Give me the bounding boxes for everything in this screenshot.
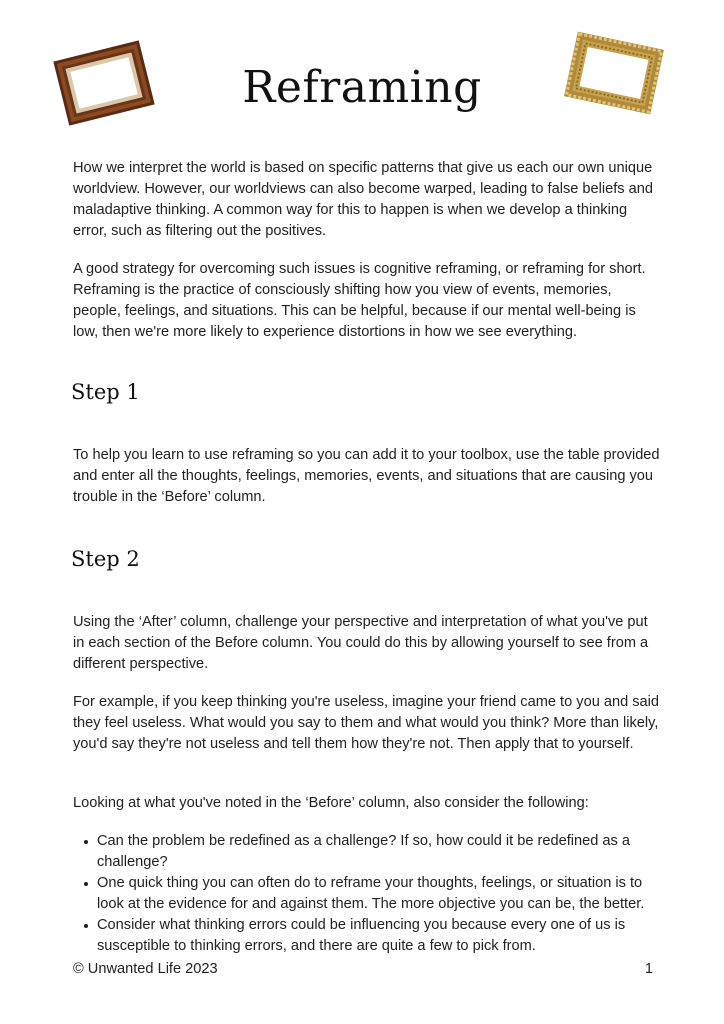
list-item	[73, 831, 663, 873]
step-2-heading: Step 2	[71, 547, 140, 571]
page-title: Reframing	[242, 62, 482, 113]
list-item-text: One quick thing you can often do to reframe your thoughts, feelings, or situation is to look at the evidence for and against them. The more objective you can be, the better.	[97, 875, 645, 912]
step-2-paragraph-2: For example, if you keep thinking you're useless, imagine your friend came to you and said they feel useless. What would you say to them and what would you think? More than likely, you'd say they're not useless and tell them how they're not. Then apply that to yourself.	[73, 694, 660, 752]
bullet-icon	[84, 840, 88, 844]
list-item-text: Can the problem be redefined as a challenge? If so, how could it be redefined as a challenge?	[97, 833, 631, 870]
step-1-text: To help you learn to use reframing so you can add it to your toolbox, use the table provided and enter all the thoughts, feelings, memories, events, and situations that are causing you trouble in the ‘Before’ column.	[73, 447, 660, 505]
bullet-icon	[84, 924, 88, 928]
considerations-list	[73, 831, 663, 957]
copyright-text: © Unwanted Life 2023	[73, 961, 218, 977]
step-2-paragraph-1: Using the ‘After’ column, challenge your perspective and interpretation of what you've put in each section of the Before column. You could do this by allowing yourself to see from a different perspective.	[73, 614, 649, 672]
step-2-paragraph-3: Looking at what you've noted in the ‘Before’ column, also consider the following:	[73, 795, 589, 811]
list-item-text: Consider what thinking errors could be influencing you because every one of us is susceptible to thinking errors, and there are quite a few to pick from.	[97, 917, 626, 954]
page-number: 1	[644, 961, 653, 977]
bullet-icon	[84, 882, 88, 886]
list-item	[73, 873, 663, 915]
list-item	[73, 915, 663, 957]
intro-paragraph-2: A good strategy for overcoming such issues is cognitive reframing, or reframing for short. Reframing is the practice of consciously shifting how you view of events, memories, people, feelings, and situations. This can be helpful, because if our mental well-being is low, then we're more likely to experience distortions in how we see everything.	[73, 261, 646, 340]
step-1-heading: Step 1	[71, 380, 140, 404]
intro-paragraph-1: How we interpret the world is based on specific patterns that give us each our own unique worldview. However, our worldviews can also become warped, leading to false beliefs and maladaptive thinking. A common way for this to happen is when we develop a thinking error, such as filtering out the positives.	[73, 160, 654, 239]
